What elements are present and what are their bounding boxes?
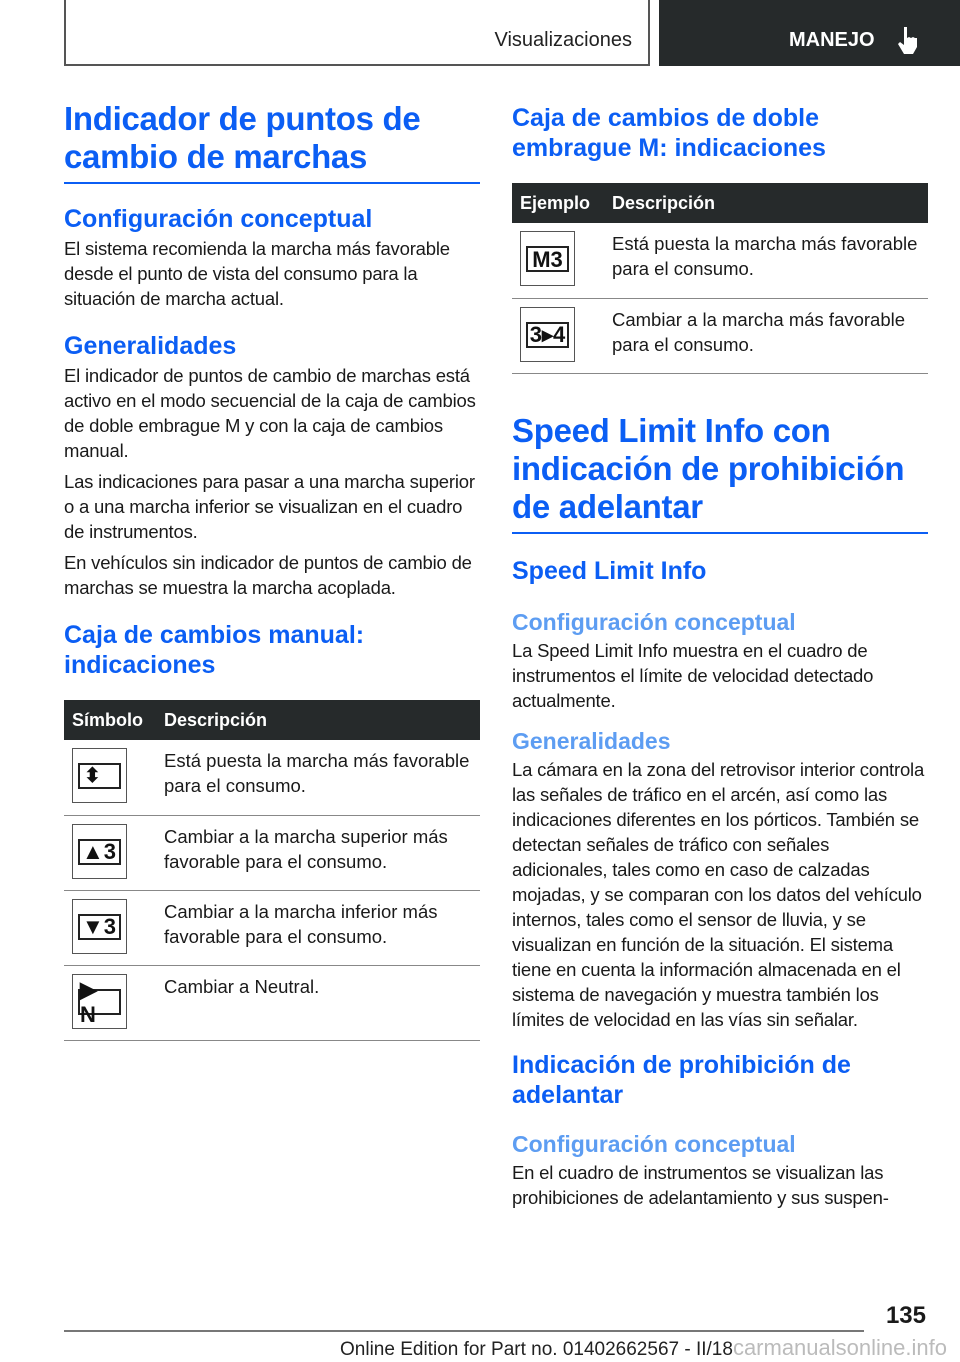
dct-table: [512, 183, 928, 374]
row-description: Cambiar a la marcha superior más favorable para el consumo.: [164, 825, 448, 872]
heading-speed-limit-info: Speed Limit Info: [512, 556, 707, 585]
paragraph: La Speed Limit Info muestra en el cuadro de instrumentos el límite de velocidad detectado actualmente.: [512, 639, 874, 711]
row-description: Está puesta la marcha más favorable para el consumo.: [164, 750, 470, 796]
shift-3-to-4-icon: 3▸4: [526, 322, 569, 348]
paragraph: En vehículos sin indicador de puntos de cambio de marchas se muestra la marcha acoplada.: [64, 552, 472, 598]
heading-configuracion: Configuración conceptual: [64, 205, 373, 233]
watermark: carmanualsonline.info: [732, 1335, 947, 1360]
paragraph: En el cuadro de instrumentos se visualizan las prohibiciones de adelantamiento y sus suspen-: [512, 1161, 889, 1208]
main-title: Indicador de puntos de cambio de marchas: [64, 100, 480, 184]
downshift-3-icon: ▼3: [78, 914, 121, 940]
heading-caja-doble-embrague: Caja de cambios de doble embrague M: indicaciones: [512, 104, 826, 162]
table-row: [512, 298, 928, 373]
table-row: [64, 815, 480, 890]
col-header-descripcion: Descripción: [604, 183, 928, 223]
heading-generalidades: Generalidades: [64, 332, 237, 360]
heading-caja-manual: Caja de cambios manual: indicaciones: [64, 621, 365, 679]
subheading-configuracion: Configuración conceptual: [512, 1130, 796, 1157]
pointing-hand-icon: [896, 26, 922, 54]
section-title: Visualizaciones: [494, 29, 632, 51]
chapter-label: MANEJO: [789, 29, 875, 51]
chapter-tab: [659, 0, 960, 66]
neutral-n-icon: ▶ N: [78, 989, 121, 1015]
speed-limit-title: Speed Limit Info con indicación de prohibición de adelantar: [512, 412, 928, 534]
row-description: Está puesta la marcha más favorable para el consumo.: [612, 233, 918, 279]
header-section-box: [64, 0, 650, 66]
manual-gear-table: [64, 700, 480, 1041]
table-row: [64, 965, 480, 1040]
gear-m3-icon: M3: [526, 246, 569, 272]
paragraph: El indicador de puntos de cambio de marchas está activo en el modo secuencial de la caja de cambios de doble embrague M y con la caja de cambios manual.: [64, 365, 476, 461]
table-row: [64, 740, 480, 815]
col-header-simbolo: Símbolo: [64, 700, 156, 740]
footer: [340, 1335, 947, 1361]
table-row: [512, 223, 928, 298]
col-header-descripcion: Descripción: [156, 700, 480, 740]
left-column: [64, 100, 480, 1041]
subheading-generalidades: Generalidades: [512, 727, 671, 754]
upshift-3-icon: ▲3: [78, 839, 121, 865]
paragraph: El sistema recomienda la marcha más favorable desde el punto de vista del consumo para la situación de marcha actual.: [64, 238, 450, 309]
heading-prohibicion-adelantar: Indicación de prohibición de adelantar: [512, 1050, 851, 1109]
edition-text: Online Edition for Part no. 01402662567 - II/18: [340, 1339, 733, 1360]
paragraph: Las indicaciones para pasar a una marcha superior o a una marcha inferior se visualizan en el cuadro de instrumentos.: [64, 471, 475, 542]
up-down-arrows-icon: ⬍: [78, 763, 121, 789]
footer-divider: [64, 1330, 864, 1332]
col-header-ejemplo: Ejemplo: [512, 183, 604, 223]
paragraph: La cámara en la zona del retrovisor interior controla las señales de tráfico en el arcén, así como las indicaciones diferentes en los pórticos. También se detectan señales de tráfico con señales adicionales, tales como en caso de calzadas mojadas, y se comparan con los datos del vehículo internos, tales como el sensor de lluvia, y se visualizan en función de la situación. El sistema tiene en cuenta la información almacenada en el sistema de navegación y muestra también los límites de velocidad en las vías sin señalar.: [512, 758, 925, 1030]
table-row: [64, 890, 480, 965]
row-description: Cambiar a la marcha inferior más favorable para el consumo.: [164, 900, 438, 947]
page-number: 135: [885, 1302, 926, 1329]
row-description: Cambiar a Neutral.: [164, 975, 320, 997]
right-column: [512, 103, 928, 1210]
row-description: Cambiar a la marcha más favorable para el consumo.: [612, 308, 906, 355]
subheading-configuracion: Configuración conceptual: [512, 608, 796, 635]
